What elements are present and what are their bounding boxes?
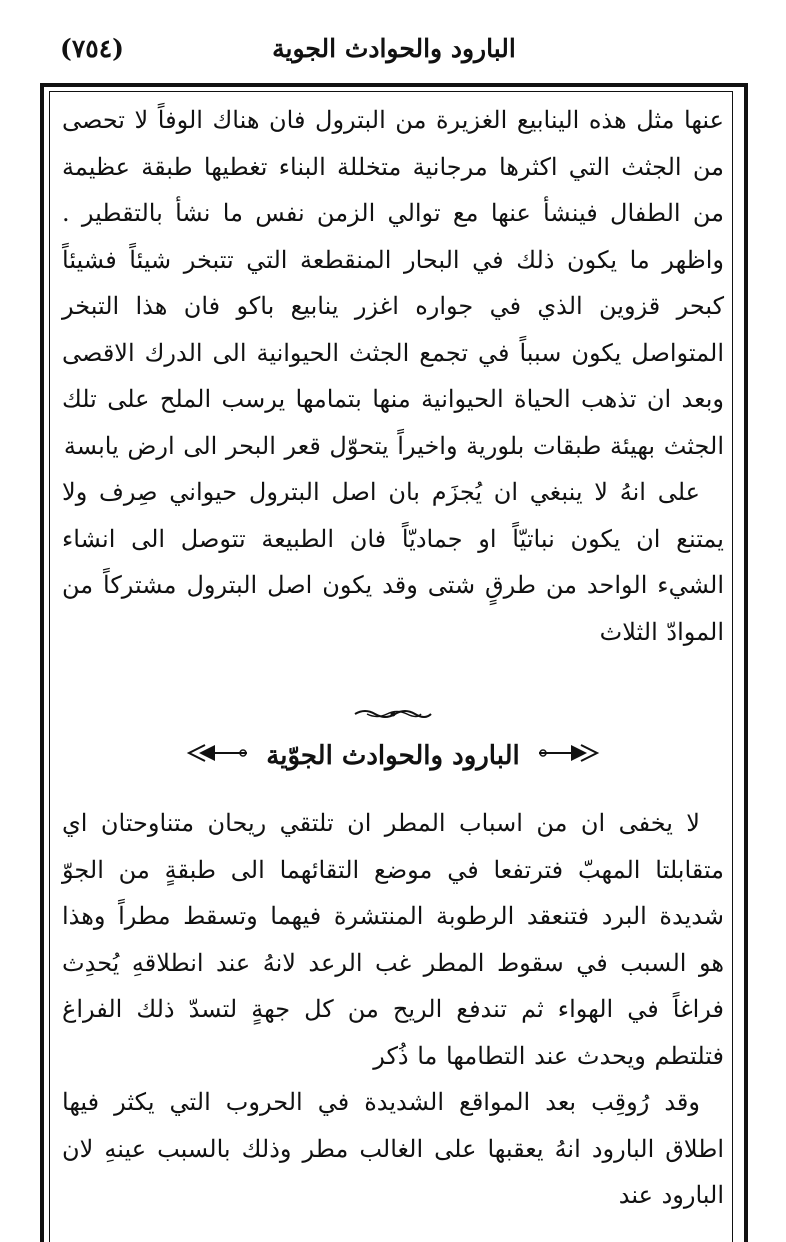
- heading-ornament-right-icon: [537, 741, 601, 771]
- section-2-body: [62, 800, 724, 1219]
- paragraph: وقد رُوقِب بعد المواقع الشديدة في الحروب التي يكثر فيها اطلاق البارود انهُ يعقبها على الغالب مطر وذلك بالسبب عينهِ لان البارود عند: [62, 1088, 724, 1209]
- section-heading-title: البارود والحوادث الجوّية: [266, 741, 520, 771]
- paragraph: عنها مثل هذه الينابيع الغزيرة من البترول فان هناك الوفاً لا تحصى من الجثث التي اكثرها مرجانية متخللة البناء تغطيها طبقة عظيمة من الطفال فينشأ عنها مع توالي الزمن نفس ما نشأ بالتقطير . واظهر ما يكون ذلك في البحار المنقطعة التي تتبخر شيئاً فشيئاً كبحر قزوين الذي في جواره اغزر ينابيع باكو فان هذا التبخر المتواصل يكون سبباً في تجمع الجثث الحيوانية الى الدرك الاقصى وبعد ان تذهب الحياة الحيوانية منها بتمامها يرسب الملح على تلك الجثث بهيئة طبقات بلورية واخيراً يتحوّل قعر البحر الى ارض يابسة: [62, 106, 725, 460]
- section-1-body: [62, 97, 724, 655]
- running-head: [60, 30, 728, 74]
- divider-flourish-icon: [353, 704, 433, 724]
- page-number: (٧٥٤): [60, 34, 124, 63]
- paragraph: على انهُ لا ينبغي ان يُجزَم بان اصل البترول حيواني صِرف ولا يمتنع ان يكون نباتيّاً او جماديّاً فان الطبيعة تتوصل الى انشاء الشيء الواحد من طرقٍ شتى وقد يكون اصل البترول مشتركاً من الموادّ الثلاث: [62, 478, 724, 646]
- running-head-title: البارود والحوادث الجوية: [272, 34, 516, 63]
- heading-ornament-left-icon: [185, 741, 249, 771]
- section-heading: [62, 740, 724, 784]
- section-divider-ornament: [0, 704, 786, 728]
- paragraph: لا يخفى ان من اسباب المطر ان تلتقي ريحان متناوحتان اي متقابلتا المهبّ فترتفعا في موضع التقائهما الى طبقةٍ من الجوّ شديدة البرد فتنعقد الرطوبة المنتشرة فيهما وتسقط مطراً وهذا هو السبب في سقوط المطر غب الرعد لانهُ عند انطلاقهِ يُحدِث فراغاً في الهواء ثم تندفع الريح من كل جهةٍ لتسدّ ذلك الفراغ فتلتطم ويحدث عند التطامها ما ذُكر: [62, 809, 725, 1070]
